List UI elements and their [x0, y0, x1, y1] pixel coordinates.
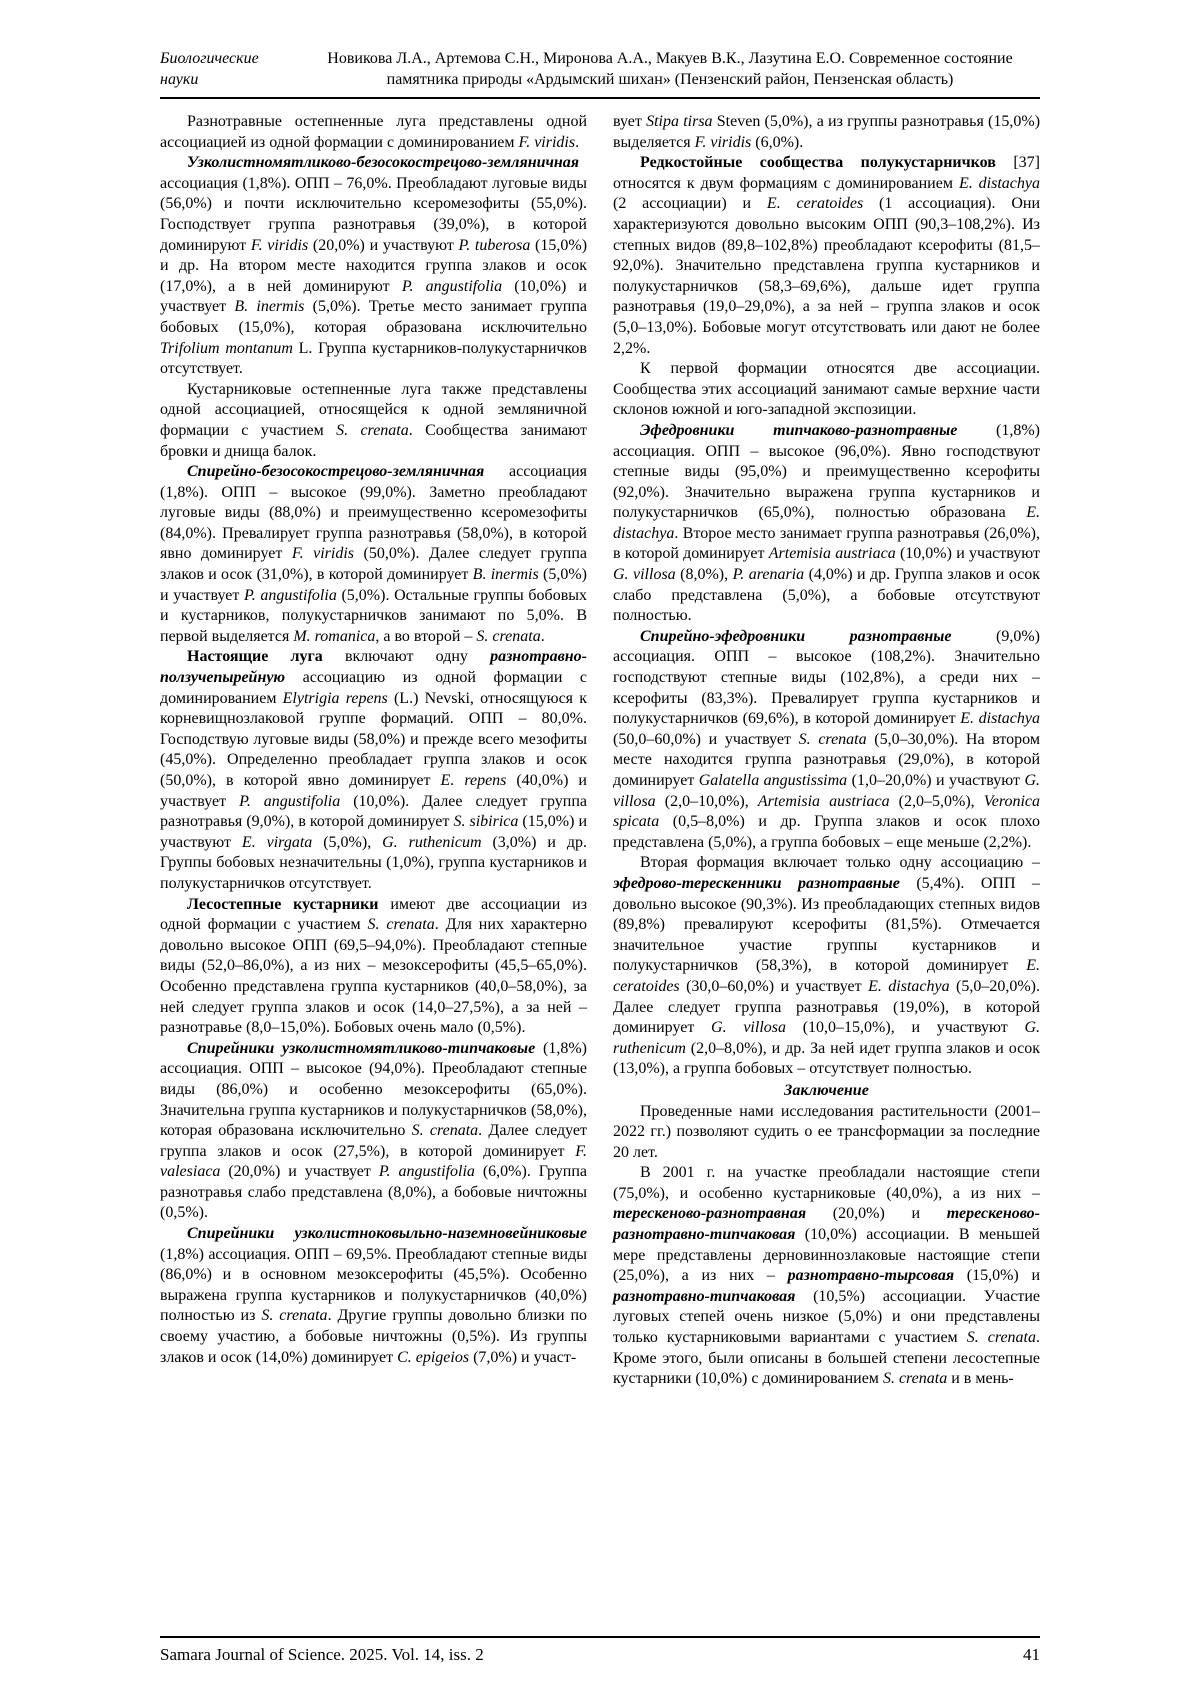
text-run: F. viridis — [291, 545, 354, 563]
text-run: разнотравно-типчаковая — [613, 1287, 796, 1305]
text-run: C. epigeios — [397, 1348, 470, 1366]
text-run: F. valesiaca — [160, 1142, 587, 1181]
section-heading — [613, 1081, 1040, 1102]
text-run: P. angustifolia — [378, 1163, 475, 1181]
citation-line-2: памятника природы «Ардымский шихан» (Пензенский район, Пензенская область) — [386, 71, 954, 88]
text-run: E. ceratoides — [613, 957, 1040, 995]
text-run: (7,0%) и участ- — [469, 1348, 577, 1366]
text-run: (6,0%). Группа разнотравья слабо представлена (8,0%), а бобовые ничтожны (0,5%). — [160, 1163, 587, 1222]
text-run: Спирейно-эфедровники разнотравные — [640, 627, 952, 645]
text-run: (10,0%) и участвует — [160, 277, 587, 316]
column-right — [613, 112, 1040, 1628]
text-run: Elytrigia repens — [282, 689, 388, 707]
text-run: (4,0%) и др. Группа злаков и осок слабо представлена (5,0%), а бобовые отсутствуют полностью. — [613, 566, 1040, 625]
text-run: (20,0%) и участвует — [220, 1163, 379, 1181]
text-run: S. crenata — [798, 730, 867, 748]
paragraph — [160, 895, 587, 1039]
paragraph — [160, 1039, 587, 1224]
article-citation — [300, 48, 1040, 90]
text-run: Steven (5,0%), а из группы разнотравья (15,0%) выделяется — [613, 113, 1040, 151]
text-run: S. crenata — [367, 916, 435, 934]
text-run: (2,0–8,0%), и др. За ней идет группа злаков и осок (13,0%), а группа бобовых – отсутствует полностью. — [613, 1039, 1040, 1078]
paragraph — [613, 421, 1040, 627]
text-run: S. crenata — [261, 1307, 328, 1325]
running-head-line-2: науки — [160, 71, 199, 88]
text-run: (40,0%) и участвует — [160, 772, 587, 810]
text-run: G. villosa — [613, 772, 1040, 810]
text-run: S. sibirica — [453, 813, 519, 831]
paragraph — [613, 359, 1040, 421]
paragraph — [160, 1224, 587, 1368]
text-run: . Для них характерно довольно высокое ОПП (69,5–94,0%). Преобладают степные виды (52,0–86,0%), а из них – мезоксерофиты (45,5–65,0%). Особенно представлена группа кустарников (40,0–58,0%), за ней следует группа злаков и осок (14,0–27,5%), а за ней – разнотравье (8,0–15,0%). Бобовых очень мало (0,5%). — [160, 916, 587, 1037]
paragraph — [613, 153, 1040, 359]
text-run: E. distachya — [958, 174, 1040, 192]
text-run: (10,0%). Далее следует группа разнотравья (9,0%), в которой доминирует — [160, 792, 588, 831]
text-run: . Сообщества занимают бровки и днища балок. — [160, 421, 588, 460]
text-run: G. villosa — [613, 566, 676, 584]
text-run: Вторая формация включает только одну ассоциацию – — [640, 854, 1040, 872]
text-run: разнотравно-тырсовая — [787, 1267, 955, 1285]
text-run: Veronica spicata — [613, 792, 1040, 831]
text-run: Спирейники узколистномятликово-типчаковые — [187, 1039, 536, 1057]
text-run: (8,0%), — [675, 566, 733, 584]
text-run: . Второе место занимает группа разнотравья (26,0%), в которой доминирует — [613, 524, 1040, 563]
text-run: E. distachya — [613, 504, 1040, 542]
text-run: M. romanica — [293, 627, 376, 645]
text-run: . Другие группы довольно близки по своему участию, а бобовые ничтожны (0,5%). Из группы злаков и осок (14,0%) доминирует — [160, 1307, 588, 1366]
text-run: (9,0%) ассоциация. ОПП – высокое (108,2%). Значительно господствуют степные виды (102,8%), а среди них – ксерофиты (83,3%). Превалирует группа кустарников и полукустарничков (69,6%), в которой доминирует — [613, 627, 1040, 728]
text-run: (20,0%) и — [806, 1205, 947, 1223]
text-run: и в мень- — [947, 1370, 1014, 1388]
text-run: Кустарниковые остепненные луга также представлены одной ассоциацией, относящейся к одной земляничной формации с участием — [160, 380, 587, 439]
text-run: Trifolium montanum — [160, 339, 293, 357]
running-head — [160, 48, 300, 90]
text-run: разнотравно-ползучепырейную — [160, 648, 587, 687]
text-run: S. crenata — [476, 627, 541, 645]
text-run: F. viridis — [694, 133, 752, 151]
text-run: [37] относятся к двум формациям с доминированием — [613, 154, 1040, 192]
text-run: P. angustifolia — [244, 586, 337, 604]
paragraph — [160, 462, 587, 647]
text-run: (50,0%). Далее следует группа злаков и осок (31,0%), в которой доминирует — [160, 545, 588, 584]
text-run: E. distachya — [960, 710, 1040, 728]
paragraph — [160, 380, 587, 462]
text-run: ассоциацию из одной формации с доминированием — [160, 669, 587, 707]
text-run: (1,8%) ассоциация. ОПП – высокое (94,0%). Преобладают степные виды (86,0%) и особенно мезоксерофиты (65,0%). Значительна группа кустарников и полукустарничков (58,0%), которая образована исключительно — [160, 1039, 588, 1140]
text-run: Эфедровники типчаково-разнотравные — [640, 421, 958, 439]
text-run: вует — [613, 113, 647, 130]
text-run: (2,0–10,0%), — [655, 792, 758, 810]
text-run: S. crenata — [336, 421, 409, 439]
page-header — [160, 48, 1040, 99]
text-run: . — [575, 133, 580, 151]
paragraph — [613, 1163, 1040, 1390]
paragraph — [160, 647, 587, 894]
text-run: эфедрово-терескенники разнотравные — [613, 874, 900, 892]
text-run: (1,8%) ассоциация. ОПП – 69,5%. Преобладают степные виды (86,0%) и в основном мезоксерофиты (45,5%). Особенно выражена группа кустарников и полукустарничков (40,0%) полностью из — [160, 1245, 587, 1325]
text-run: G. ruthenicum — [613, 1019, 1040, 1057]
text-run: , а во второй – — [375, 627, 477, 645]
paragraph — [613, 627, 1040, 854]
text-run: (30,0–60,0%) и участвует — [679, 977, 869, 995]
text-run: (2,0–5,0%), — [889, 792, 984, 810]
text-run: ассоциация (1,8%). ОПП – высокое (99,0%). Заметно преобладают луговые виды (88,0%) и преимущественно ксеромезофиты (84,0%). Превалирует группа разнотравья (58,0%), в которой явно доминирует — [160, 463, 587, 563]
text-run: (3,0%) и др. Группы бобовых незначительны (1,0%), группа кустарников и полукустарничков отсутствует. — [160, 833, 587, 892]
text-run: P. tuberosa — [458, 236, 531, 254]
text-run: E. virgata — [241, 833, 313, 851]
text-run: E. ceratoides — [766, 195, 864, 213]
text-run: (10,0%) и участвуют — [895, 545, 1040, 563]
text-run: (10,0%) ассоциации. В меньшей мере представлены дерновиннозлаковые настоящие степи (25,0%), а из них – — [613, 1226, 1040, 1285]
text-run: (1,0–20,0%) и участвуют — [847, 772, 1025, 789]
text-run: Настоящие луга — [187, 648, 323, 666]
text-run: Заключение — [784, 1081, 869, 1099]
text-run: (1,8%) ассоциация. ОПП – высокое (96,0%). Явно господствуют степные виды (95,0%) и преимущественно ксерофиты (92,0%). Значительно выражена группа кустарников и полукустарничков (65,0%), полностью образована — [613, 421, 1040, 522]
text-run: (1 ассоциация). Они характеризуются довольно высоким ОПП (90,3–108,2%). Из степных видов (89,8–102,8%) преобладают ксерофиты (81,5–92,0%). Значительно представлена группа кустарников и полукустарничков (58,3–69,6%), дальше идет группа разнотравья (19,0–29,0%), а за ней – группа злаков и осок (5,0–13,0%). Бобовые могут отсутствовать или дают не более 2,2%. — [613, 195, 1040, 357]
text-run: (5,0–30,0%). На втором месте находится группа разнотравья (29,0%), в которой доминирует — [613, 730, 1040, 789]
text-run: L. Группа кустарников-полукустарничков отсутствует. — [160, 339, 587, 378]
article-body — [160, 112, 1040, 1628]
text-run: G. ruthenicum — [382, 833, 482, 851]
paragraph — [160, 112, 587, 153]
text-run: (15,0%) и др. На втором месте находится группа злаков и осок (17,0%), а в ней доминируют — [160, 236, 588, 295]
citation-line-1: Новикова Л.А., Артемова С.Н., Миронова А.А., Макуев В.К., Лазутина Е.О. Современное состояние — [327, 50, 1013, 67]
text-run: G. villosa — [711, 1019, 786, 1037]
paragraph — [613, 1102, 1040, 1164]
text-run: Спирейно-безосокострецово-земляничная — [187, 463, 485, 481]
text-run: F. viridis — [250, 236, 309, 254]
text-run: Разнотравные остепненные луга представлены одной ассоциацией из одной формации с доминированием — [160, 113, 587, 151]
text-run: терескеново-разнотравно-типчаковая — [613, 1205, 1040, 1244]
text-run: (6,0%). — [751, 133, 804, 151]
text-run: (2 ассоциации) и — [613, 195, 767, 213]
text-run: (15,0%) и — [954, 1267, 1040, 1285]
page-footer — [160, 1636, 1040, 1665]
text-run: B. inermis — [234, 298, 305, 316]
text-run: Редкостойные сообщества полукустарничков — [640, 154, 996, 172]
text-run: S. crenata — [411, 1122, 479, 1140]
text-run: включают одну — [322, 648, 491, 666]
text-run: Galatella angustissima — [698, 772, 848, 789]
text-run: Спирейники узколистноковыльно-наземновейниковые — [187, 1225, 587, 1243]
running-head-line-1: Биологические — [160, 50, 259, 67]
text-run: (15,0%) и участвуют — [160, 813, 588, 851]
text-run: F. viridis — [518, 133, 576, 151]
text-run: P. angustifolia — [401, 277, 503, 295]
text-run: Stipa tirsa — [646, 113, 713, 130]
text-run: Проведенные нами исследования растительности (2001–2022 гг.) позволяют судить о ее трансформации за последние 20 лет. — [613, 1102, 1040, 1161]
text-run: имеют две ассоциации из одной формации с участием — [160, 895, 588, 934]
text-run: . — [540, 627, 545, 645]
text-run: P. angustifolia — [239, 792, 341, 810]
text-run: (20,0%) и участвуют — [308, 236, 459, 254]
text-run: Лесостепные кустарники — [187, 895, 379, 913]
text-run: . Далее следует группа злаков и осок (27,5%), в которой доминирует — [160, 1122, 587, 1160]
text-run: E. distachya — [868, 977, 950, 995]
text-run: S. crenata — [966, 1329, 1037, 1347]
text-run: Узколистномятликово-безосокострецово-земляничная — [187, 154, 580, 172]
text-run: (5,0%). Третье место занимает группа бобовых (15,0%), которая образована исключительно — [160, 298, 588, 336]
text-run: E. repens — [440, 772, 507, 789]
text-run: (50,0–60,0%) и участвует — [613, 730, 799, 748]
text-run: (5,4%). ОПП – довольно высокое (90,3%). Из преобладающих степных видов (89,8%) превалируют ксерофиты (81,5%). Отмечается значительное участие группы кустарников и полукустарничков (58,3%), в которой доминирует — [613, 874, 1040, 975]
text-run: (10,0–15,0%), и участвуют — [786, 1019, 1025, 1037]
text-run: Artemisia austriaca — [757, 792, 890, 810]
paragraph — [613, 112, 1040, 153]
text-run: ассоциация (1,8%). ОПП – 76,0%. Преобладают луговые виды (56,0%) и почти исключительно ксеромезофиты (55,0%). Господствует группа разнотравья (39,0%), в которой доминируют — [160, 174, 587, 254]
text-run: P. arenaria — [732, 566, 805, 584]
text-run: S. crenata — [882, 1370, 948, 1388]
text-run: (L.) Nevski, относящуюся к корневищнозлаковой группе формаций. ОПП – 80,0%. Господствую луговые виды (58,0%) и прежде всего мезофиты (45,0%). Определенно преобладает группа злаков и осок (50,0%), в которой явно доминирует — [160, 689, 587, 789]
paragraph — [160, 153, 587, 380]
text-run: (10,5%) ассоциации. Участие луговых степей очень низкое (5,0%) и они представлены только кустарниковыми вариантами с участием — [613, 1287, 1040, 1347]
text-run: (5,0–20,0%). Далее следует группа разнотравья (19,0%), в которой доминирует — [613, 977, 1040, 1037]
paragraph — [613, 853, 1040, 1080]
text-run: (5,0%), — [312, 833, 383, 851]
text-run: B. inermis — [472, 566, 539, 584]
footer-page-number: 41 — [1023, 1645, 1040, 1664]
text-run: К первой формации относятся две ассоциации. Сообщества этих ассоциаций занимают самые верхние части склонов южной и юго-западной экспозиции. — [613, 360, 1040, 419]
text-run: (5,0%). Остальные группы бобовых и кустарников, полукустарничков занимают по 5,0%. В первой выделяется — [160, 586, 588, 645]
text-run: В 2001 г. на участке преобладали настоящие степи (75,0%), и особенно кустарниковые (40,0%), а из них – — [613, 1164, 1040, 1202]
text-run: (5,0%) и участвует — [160, 566, 587, 604]
column-left — [160, 112, 587, 1628]
text-run: (0,5–8,0%) и др. Группа злаков и осок плохо представлена (5,0%), а группа бобовых – еще меньше (2,2%). — [613, 813, 1040, 851]
footer-journal-title: Samara Journal of Science. 2025. Vol. 14, iss. 2 — [160, 1645, 484, 1664]
text-run: Artemisia austriaca — [768, 545, 896, 563]
text-run: терескеново-разнотравная — [613, 1205, 807, 1223]
text-run: . Кроме этого, были описаны в большей степени лесостепные кустарники (10,0%) с доминированием — [613, 1329, 1040, 1388]
